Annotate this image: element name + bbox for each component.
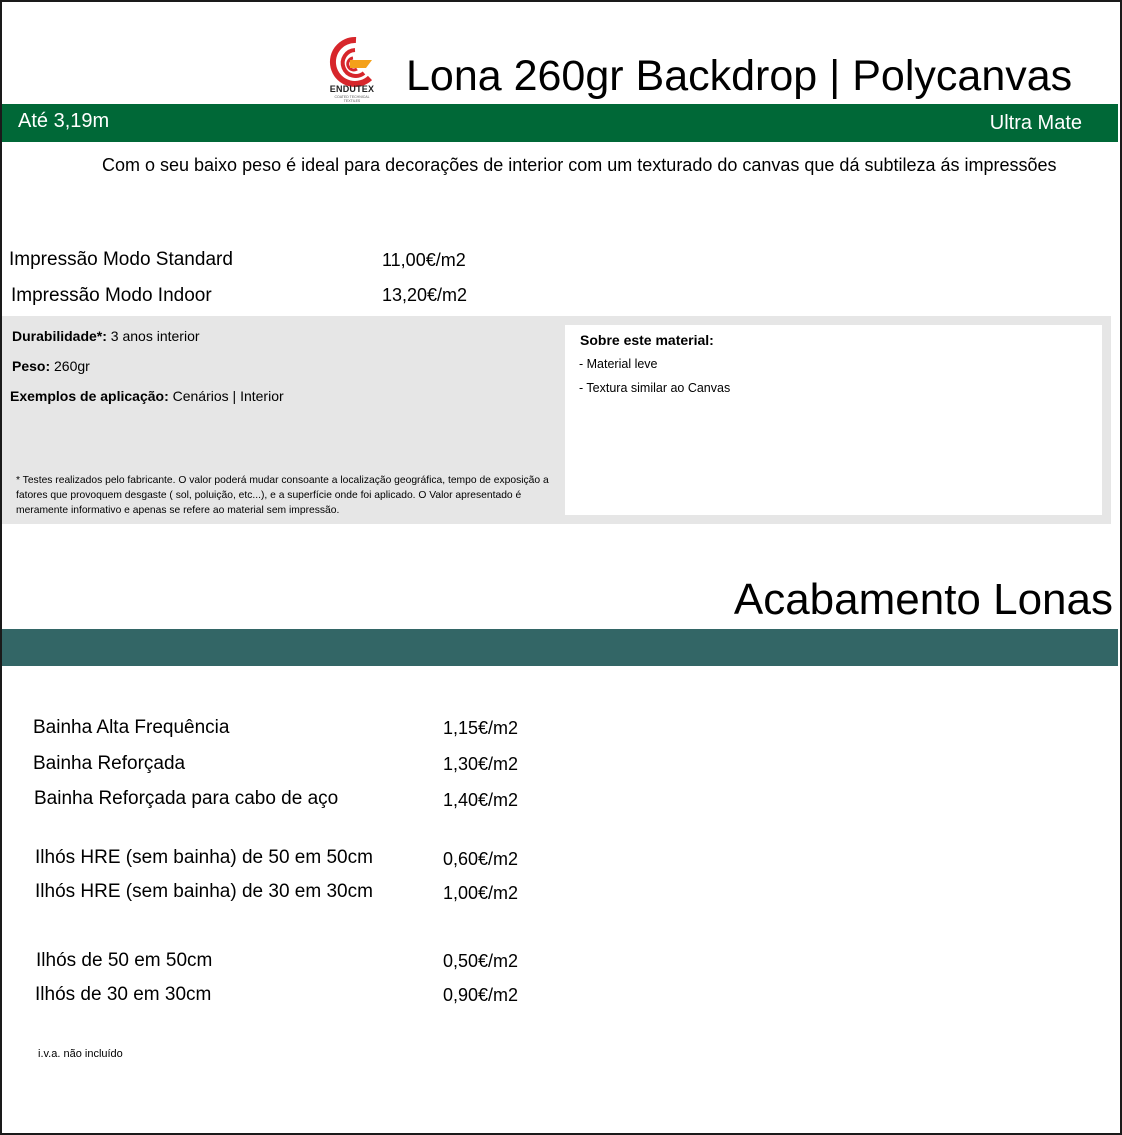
finishing-value: 0,50€/m2 (443, 951, 519, 971)
price-label-standard: Impressão Modo Standard (9, 249, 233, 270)
applications-label: Exemplos de aplicação: (10, 388, 169, 404)
weight-label: Peso: (12, 358, 51, 374)
finishing-value: 1,15€/m2 (443, 718, 519, 738)
durability-label: Durabilidade*: (12, 328, 107, 344)
durability-line (12, 328, 200, 344)
finishing-value: 1,00€/m2 (443, 883, 519, 903)
product-description: Com o seu baixo peso é ideal para decorações de interior com um texturado do canvas que dá subtileza ás impressões (102, 155, 1057, 175)
finishing-value: 0,90€/m2 (443, 985, 519, 1005)
about-item: - Textura similar ao Canvas (579, 381, 731, 395)
about-item: - Material leve (579, 357, 658, 371)
logo-tagline: COATED TECHNICAL TEXTILES (334, 95, 370, 103)
finishing-section-title: Acabamento Lonas (733, 575, 1113, 624)
logo-brand-name: ENDUTEX (329, 84, 375, 94)
finishing-label: Ilhós de 50 em 50cm (36, 950, 213, 971)
durability-value: 3 anos interior (110, 328, 200, 344)
about-material-box (565, 325, 1102, 515)
price-value-standard: 11,00€/m2 (382, 250, 466, 270)
price-value-indoor: 13,20€/m2 (382, 285, 468, 305)
finishing-label: Bainha Alta Frequência (33, 717, 230, 738)
width-label: Até 3,19m (18, 110, 110, 132)
durability-footnote: * Testes realizados pelo fabricante. O valor poderá mudar consoante a localização geográfica, tempo de exposição a fatores que provoquem desgaste ( sol, poluição, etc...), e a superfície onde foi aplicado. O Valor apresentado é meramente informativo e apenas se refere ao material sem impressão. (16, 475, 549, 516)
finishing-value: 1,30€/m2 (443, 754, 519, 774)
about-material-title: Sobre este material: (580, 332, 714, 348)
applications-value: Cenários | Interior (172, 388, 284, 404)
finishing-bar (2, 629, 1118, 666)
finish-label: Ultra Mate (989, 112, 1082, 134)
finishing-label: Bainha Reforçada para cabo de aço (34, 788, 339, 809)
finishing-label: Ilhós de 30 em 30cm (35, 984, 212, 1005)
weight-line (12, 358, 90, 374)
finishing-value: 0,60€/m2 (443, 849, 519, 869)
header-bar (2, 104, 1118, 142)
finishing-value: 1,40€/m2 (443, 790, 519, 810)
weight-value: 260gr (54, 358, 90, 374)
price-label-indoor: Impressão Modo Indoor (11, 285, 212, 306)
page-title: Lona 260gr Backdrop | Polycanvas (406, 52, 1073, 100)
finishing-label: Ilhós HRE (sem bainha) de 50 em 50cm (35, 847, 373, 868)
finishing-label: Bainha Reforçada (33, 753, 186, 774)
finishing-label: Ilhós HRE (sem bainha) de 30 em 30cm (35, 881, 373, 902)
applications-line (10, 388, 284, 404)
vat-note: i.v.a. não incluído (38, 1048, 123, 1060)
